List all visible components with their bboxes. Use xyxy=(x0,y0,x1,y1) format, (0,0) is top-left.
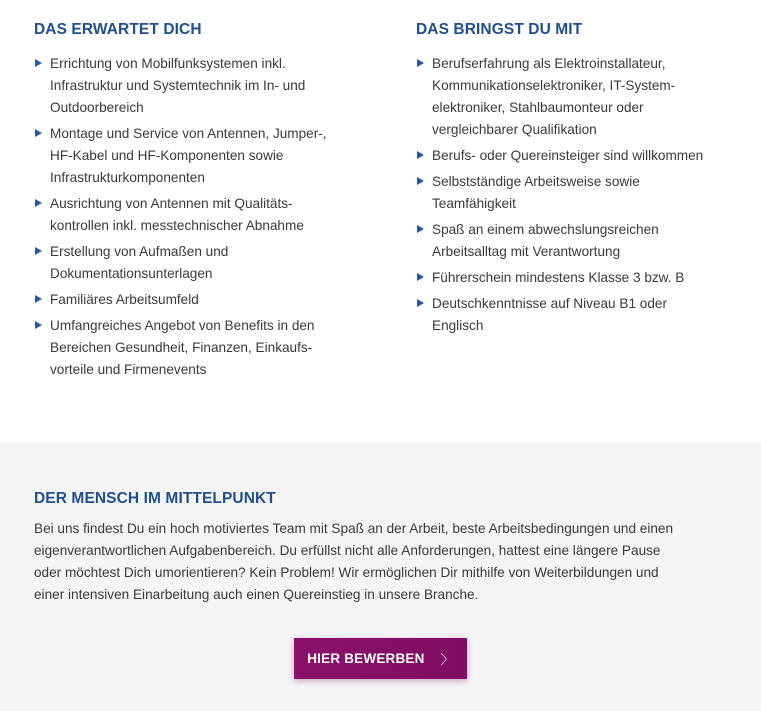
list-item xyxy=(34,123,354,189)
list-item-text: Führerschein mindestens Klasse 3 bzw. B xyxy=(432,270,685,285)
list-item-text: Dokumentationsunterlagen xyxy=(50,266,213,281)
list-item-text: HF-Kabel und HF-Komponenten sowie xyxy=(50,148,284,163)
apply-button[interactable] xyxy=(294,638,467,679)
list-item xyxy=(416,293,736,337)
expect-list xyxy=(34,53,354,381)
apply-button-label: HIER BEWERBEN xyxy=(307,651,425,666)
bullet-arrow-icon xyxy=(35,129,42,137)
bullet-arrow-icon xyxy=(35,295,42,303)
list-item-text: Berufs- oder Quereinsteiger sind willkommen xyxy=(432,148,704,163)
people-heading: DER MENSCH IM MITTELPUNKT xyxy=(34,490,276,507)
bring-heading: DAS BRINGST DU MIT xyxy=(416,21,583,38)
list-item-text: elektroniker, Stahlbaumonteur oder xyxy=(432,100,644,115)
bullet-arrow-icon xyxy=(35,199,42,207)
list-item xyxy=(416,171,736,215)
list-item-text: Umfangreiches Angebot von Benefits in den xyxy=(50,318,315,333)
list-item-text: Kommunikationselektroniker, IT-System- xyxy=(432,78,676,93)
bring-list xyxy=(416,53,736,337)
bullet-arrow-icon xyxy=(417,59,424,67)
list-item-text: Infrastruktur und Systemtechnik im In- und xyxy=(50,78,306,93)
bullet-arrow-icon xyxy=(417,273,424,281)
list-item-text: Englisch xyxy=(432,318,484,333)
bring-column xyxy=(416,20,736,341)
people-text-line: oder möchtest Dich umorientieren? Kein Problem! Wir ermöglichen Dir mithilfe von Weiterbildungen und xyxy=(34,565,659,580)
people-text-line: Bei uns findest Du ein hoch motiviertes Team mit Spaß an der Arbeit, beste Arbeitsbedingungen und einen xyxy=(34,521,674,536)
list-item-text: Erstellung von Aufmaßen und xyxy=(50,244,229,259)
list-item-text: vorteile und Firmenevents xyxy=(50,362,207,377)
list-item-text: kontrollen inkl. messtechnischer Abnahme xyxy=(50,218,304,233)
list-item xyxy=(34,289,354,311)
expect-heading: DAS ERWARTET DICH xyxy=(34,21,202,38)
list-item-text: Infrastrukturkomponenten xyxy=(50,170,205,185)
list-item xyxy=(34,241,354,285)
list-item-text: Ausrichtung von Antennen mit Qualitäts- xyxy=(50,196,293,211)
chevron-right-icon: 〉 xyxy=(440,652,454,667)
list-item xyxy=(34,193,354,237)
list-item xyxy=(34,53,354,119)
bullet-arrow-icon xyxy=(417,151,424,159)
list-item xyxy=(416,145,736,167)
list-item-text: Montage und Service von Antennen, Jumper-, xyxy=(50,126,327,141)
expect-column xyxy=(34,20,354,385)
list-item-text: Arbeitsalltag mit Verantwortung xyxy=(432,244,621,259)
list-item xyxy=(416,219,736,263)
list-item xyxy=(34,315,354,381)
list-item-text: Outdoorbereich xyxy=(50,100,144,115)
list-item-text: Deutschkenntnisse auf Niveau B1 oder xyxy=(432,296,668,311)
bullet-arrow-icon xyxy=(417,225,424,233)
bullet-arrow-icon xyxy=(35,247,42,255)
people-text-line: einer intensiven Einarbeitung auch einen Quereinstieg in unsere Branche. xyxy=(34,587,479,602)
bullet-arrow-icon xyxy=(35,321,42,329)
people-section xyxy=(0,442,761,711)
list-item xyxy=(416,267,736,289)
people-text xyxy=(34,518,734,606)
list-item-text: Selbstständige Arbeitsweise sowie xyxy=(432,174,640,189)
list-item-text: Spaß an einem abwechslungsreichen xyxy=(432,222,659,237)
list-item xyxy=(416,53,736,141)
list-item-text: Errichtung von Mobilfunksystemen inkl. xyxy=(50,56,286,71)
people-text-line: eigenverantwortlichen Aufgabenbereich. Du erfüllst nicht alle Anforderungen, hattest eine längere Pause xyxy=(34,543,661,558)
bullet-arrow-icon xyxy=(417,299,424,307)
bullet-arrow-icon xyxy=(35,59,42,67)
list-item-text: Teamfähigkeit xyxy=(432,196,516,211)
list-item-text: vergleichbarer Qualifikation xyxy=(432,122,597,137)
list-item-text: Familiäres Arbeitsumfeld xyxy=(50,292,199,307)
bullet-arrow-icon xyxy=(417,177,424,185)
list-item-text: Berufserfahrung als Elektroinstallateur, xyxy=(432,56,666,71)
list-item-text: Bereichen Gesundheit, Finanzen, Einkaufs- xyxy=(50,340,313,355)
